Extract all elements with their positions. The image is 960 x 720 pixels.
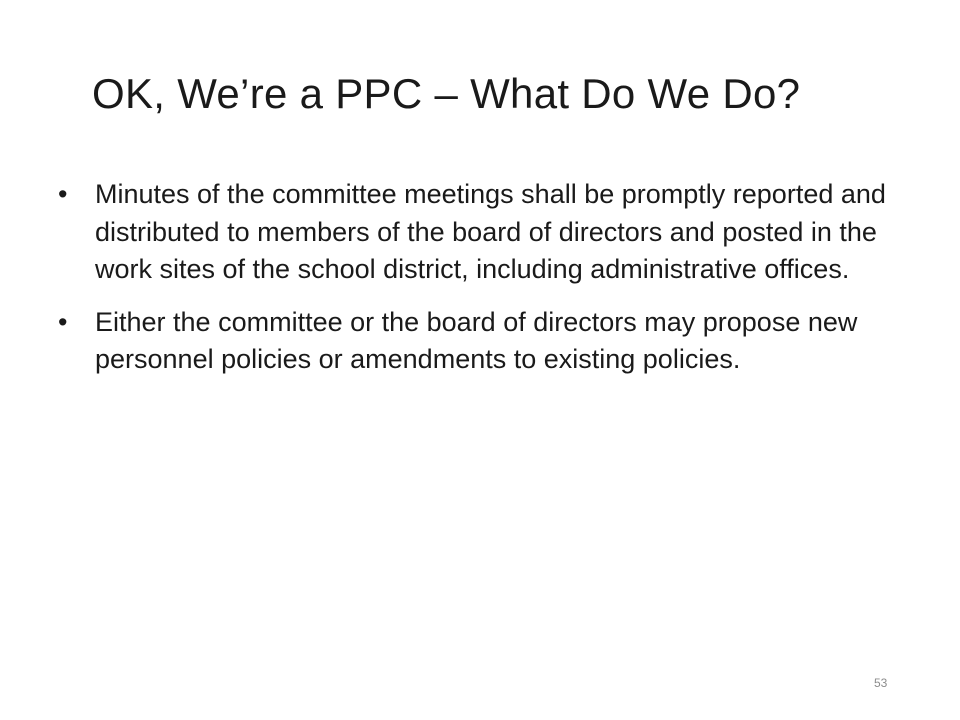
bullet-text: Minutes of the committee meetings shall be promptly reported and distributed to members of the board of directors and posted in the work sites of the school district, including administrative offices. bbox=[95, 179, 886, 284]
bullet-list bbox=[58, 176, 908, 394]
bullet-item bbox=[58, 176, 908, 289]
bullet-item bbox=[58, 304, 908, 379]
slide-title: OK, We’re a PPC – What Do We Do? bbox=[92, 70, 801, 117]
bullet-marker: • bbox=[58, 179, 68, 209]
page-number: 53 bbox=[874, 676, 888, 690]
bullet-text: Either the committee or the board of directors may propose new personnel policies or amendments to existing policies. bbox=[95, 306, 858, 374]
bullet-marker: • bbox=[58, 306, 68, 337]
